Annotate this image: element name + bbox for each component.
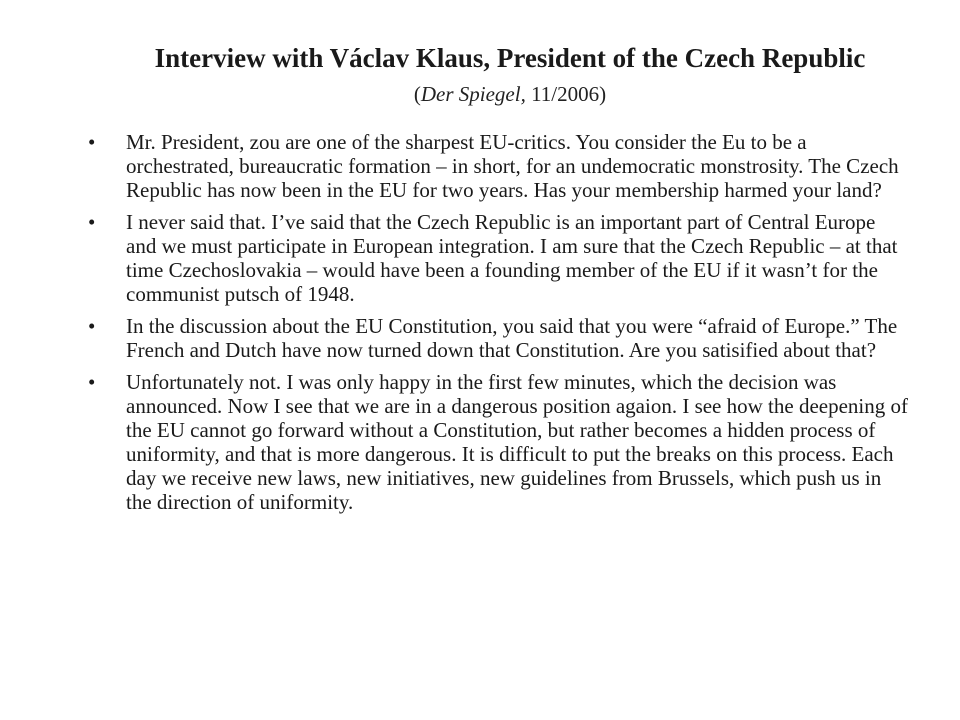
- slide-title: Interview with Václav Klaus, President of the Czech Republic: [154, 43, 866, 73]
- title-block: [60, 40, 960, 108]
- bullet-dot-icon: •: [88, 130, 96, 154]
- bullet-text: Mr. President, zou are one of the sharpest EU-critics. You consider the Eu to be a orchestrated, bureaucratic formation – in short, for an undemocratic monstrosity. The Czech Republic has now been in the EU for two years. Has your membership harmed your land?: [126, 130, 899, 202]
- bullet-item: [88, 130, 908, 202]
- bullet-text: I never said that. I’ve said that the Czech Republic is an important part of Central Europe and we must participate in European integration. I am sure that the Czech Republic – at that time Czechoslovakia – would have been a founding member of the EU if it wasn’t for the communist putsch of 1948.: [126, 210, 898, 306]
- bullet-item: [88, 210, 908, 306]
- bullet-item: [88, 370, 908, 514]
- subtitle-date: 11/2006): [525, 82, 607, 106]
- bullet-dot-icon: •: [88, 210, 96, 234]
- bullet-dot-icon: •: [88, 314, 96, 338]
- subtitle-source: Der Spiegel,: [420, 82, 526, 106]
- bullet-item: [88, 314, 908, 362]
- bullet-text: In the discussion about the EU Constitution, you said that you were “afraid of Europe.” The French and Dutch have now turned down that Constitution. Are you satisified about that?: [126, 314, 898, 362]
- bullet-text: Unfortunately not. I was only happy in the first few minutes, which the decision was announced. Now I see that we are in a dangerous position agaion. I see how the deepening of the EU cannot go forward without a Constitution, but rather becomes a hidden process of uniformity, and that is more dangerous. It is difficult to put the breaks on this process. Each day we receive new laws, new initiatives, new guidelines from Brussels, which push us in the direction of uniformity.: [126, 370, 908, 514]
- bullet-list: [88, 130, 908, 522]
- subtitle-open-paren: (: [413, 82, 421, 106]
- slide-subtitle: [60, 80, 960, 108]
- bullet-dot-icon: •: [88, 370, 96, 394]
